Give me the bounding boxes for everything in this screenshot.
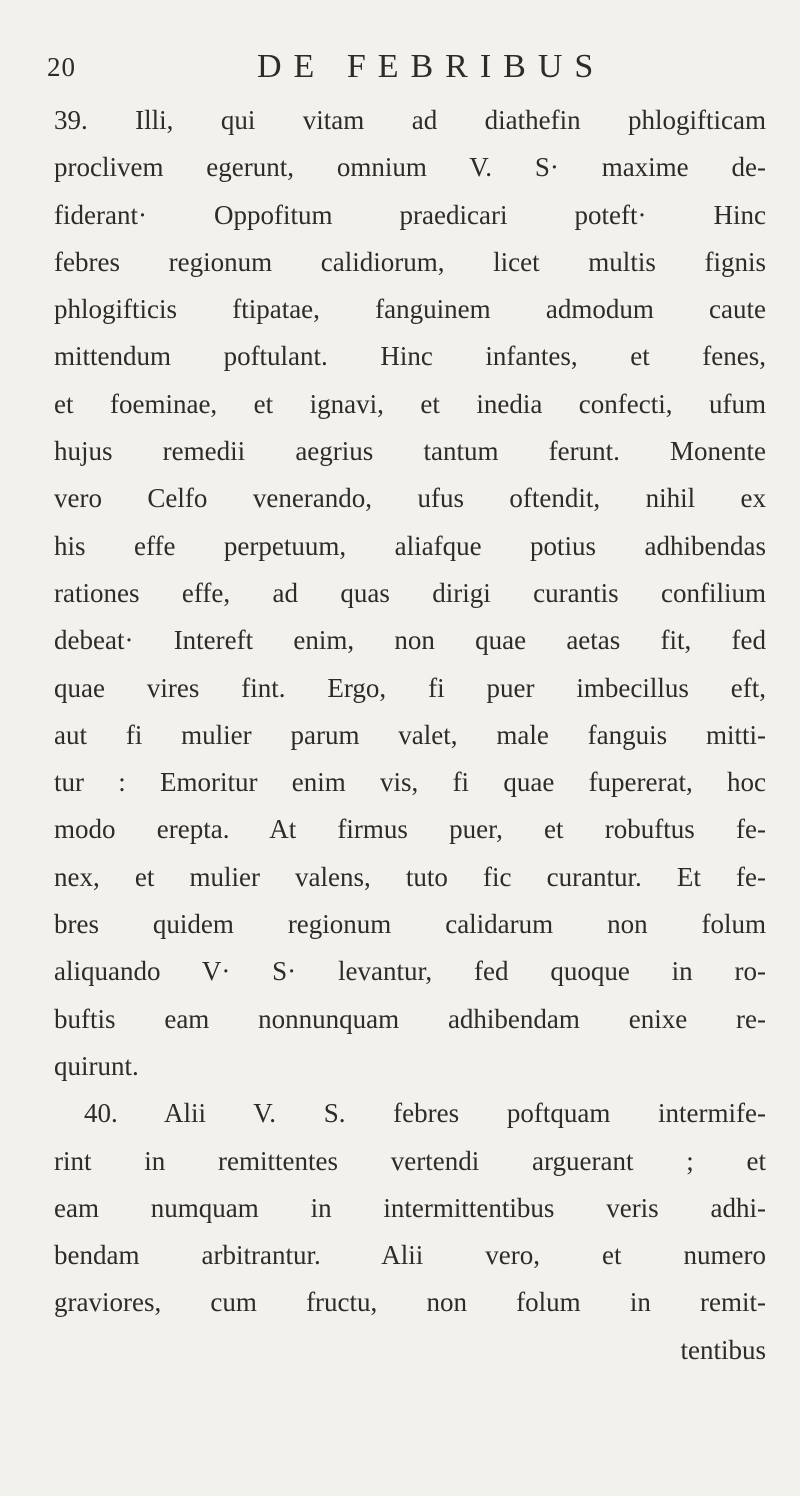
text-line: mittendum poftulant. Hinc infantes, et fenes, bbox=[54, 341, 766, 372]
text-line: graviores, cum fructu, non folum in remit- bbox=[54, 1287, 766, 1318]
text-line: quae vires fint. Ergo, fi puer imbecillus eft, bbox=[54, 672, 766, 703]
text-line: his effe perpetuum, aliafque potius adhibendas bbox=[54, 530, 766, 561]
text-line: febres regionum calidiorum, licet multis fignis bbox=[54, 246, 766, 277]
text-line: aut fi mulier parum valet, male fanguis mitti- bbox=[54, 719, 766, 750]
text-line: et foeminae, et ignavi, et inedia confecti, ufum bbox=[54, 388, 766, 419]
text-line: quirunt. bbox=[54, 1050, 139, 1081]
text-line: 39. Illi, qui vitam ad diathefin phlogifticam bbox=[54, 105, 766, 135]
body-text bbox=[54, 97, 766, 1374]
text-line: fiderant· Oppofitum praedicari poteft· Hinc bbox=[54, 199, 766, 230]
text-line: phlogifticis ftipatae, fanguinem admodum caute bbox=[54, 294, 766, 325]
text-line: nex, et mulier valens, tuto fic curantur. Et fe- bbox=[54, 861, 766, 892]
catchword: tentibus bbox=[680, 1334, 766, 1365]
text-line: vero Celfo venerando, ufus oftendit, nihil ex bbox=[54, 483, 766, 514]
text-line: tur : Emoritur enim vis, fi quae fupererat, hoc bbox=[54, 767, 766, 798]
running-head bbox=[47, 48, 759, 88]
text-line: aliquando V· S· levantur, fed quoque in ro- bbox=[54, 956, 766, 987]
text-line: debeat· Intereft enim, non quae aetas fit, fed bbox=[54, 625, 766, 656]
text-line: buftis eam nonnunquam adhibendam enixe re- bbox=[54, 1003, 766, 1034]
text-line: 40. Alii V. S. febres poftquam intermife- bbox=[84, 1098, 766, 1129]
page-number: 20 bbox=[47, 52, 76, 82]
text-line: rint in remittentes vertendi arguerant ; et bbox=[54, 1145, 766, 1176]
text-line: eam numquam in intermittentibus veris adhi- bbox=[54, 1192, 766, 1223]
text-line: rationes effe, ad quas dirigi curantis confilium bbox=[54, 577, 766, 608]
text-line: modo erepta. At firmus puer, et robuftus fe- bbox=[54, 814, 766, 845]
text-line: bres quidem regionum calidarum non folum bbox=[54, 909, 766, 940]
running-title: DE FEBRIBUS bbox=[257, 48, 606, 85]
text-line: proclivem egerunt, omnium V. S· maxime de- bbox=[54, 152, 766, 183]
text-line: bendam arbitrantur. Alii vero, et numero bbox=[54, 1240, 766, 1271]
text-line: hujus remedii aegrius tantum ferunt. Monente bbox=[54, 436, 766, 467]
